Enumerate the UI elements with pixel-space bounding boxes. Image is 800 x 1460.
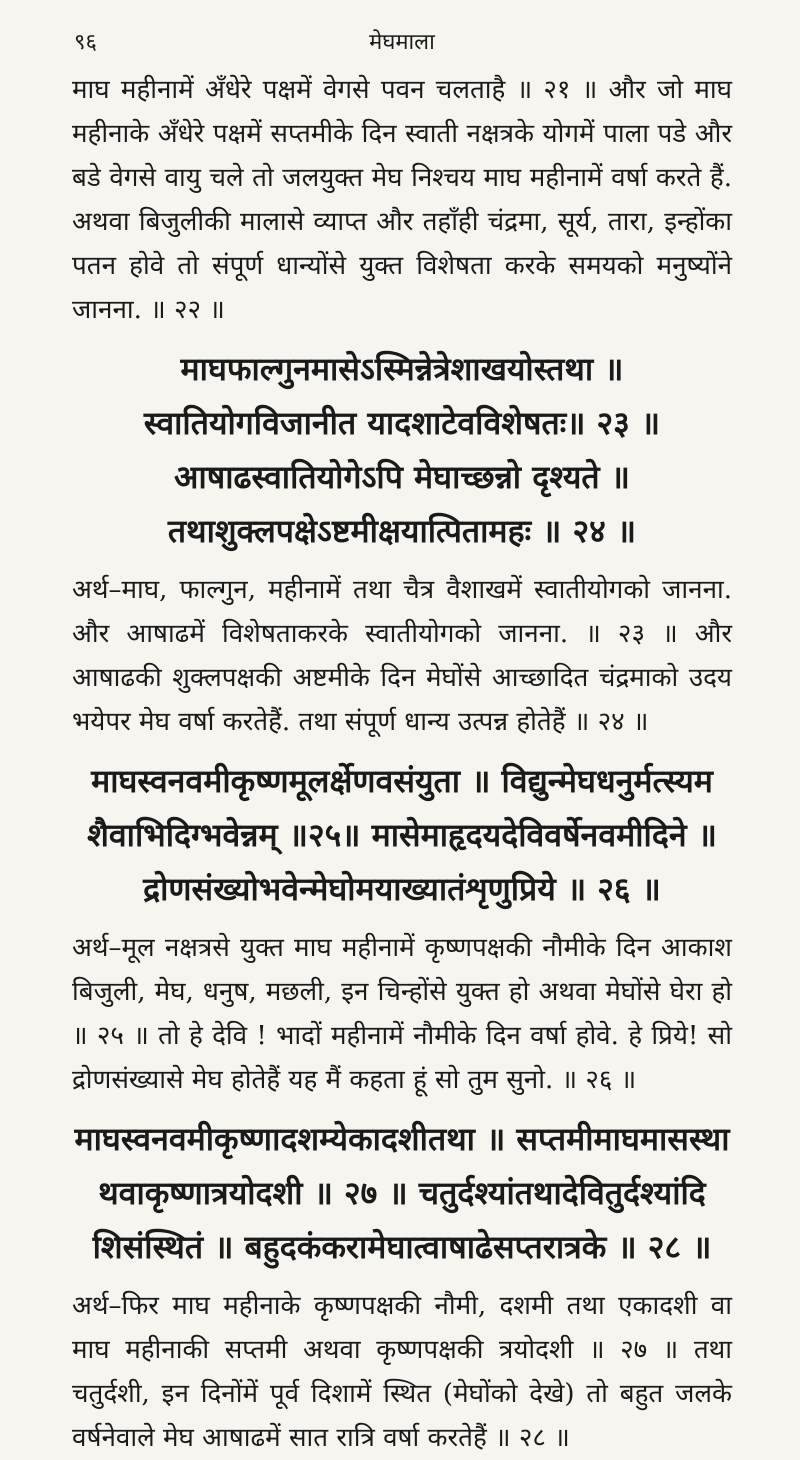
- prose-paragraph: माघ महीनामें अँधेरे पक्षमें वेगसे पवन चलताहै ॥ २१ ॥ और जो माघ महीनाके अँधेरे पक्षमें सप्तमीके दिन स्वाती नक्षत्रके योगमें पाला पडे और बडे वेगसे वायु चले तो जलयुक्त मेघ निश्चय माघ महीनामें वर्षा करते हैं. अथवा बिजुलीकी मालासे व्याप्त और तहाँही चंद्रमा, सूर्य, तारा, इन्होंका पतन होवे तो संपूर्ण धान्योंसे युक्त विशेषता करके समयको मनुष्योंने जानना. ॥ २२ ॥: [72, 75, 732, 325]
- prose-paragraph: अर्थ–मूल नक्षत्रसे युक्त माघ महीनामें कृष्णपक्षकी नौमीके दिन आकाश बिजुली, मेघ, धनुष, मछली, इन चिन्होंसे युक्त हो अथवा मेघोंसे घेरा हो ॥ २५ ॥ तो हे देवि ! भादों महीनामें नौमीके दिन वर्षा होवे. हे प्रिये! सो द्रोणसंख्यासे मेघ होतेहैं यह मैं कहता हूं सो तुम सुनो. ॥ २६ ॥: [72, 933, 732, 1095]
- page-header: [72, 22, 732, 58]
- running-title: मेघमाला: [369, 30, 435, 55]
- page-number: ९६: [74, 30, 97, 55]
- verse-block: माघफाल्गुनमासेऽस्मिन्नेत्रेशाखयोस्तथा ॥ स्वातियोगविजानीत यादशाटेवविशेषतः॥ २३ ॥ आषाढस्वातियोगेऽपि मेघाच्छन्नो दृश्यते ॥ तथाशुक्लपक्षेऽष्टमीक्षयात्पितामहः ॥ २४ ॥: [143, 350, 661, 550]
- prose-paragraph: अर्थ–माघ, फाल्गुन, महीनामें तथा चैत्र वैशाखमें स्वातीयोगको जानना. और आषाढमें विशेषताकरके स्वातीयोगको जानना. ॥ २३ ॥ और आषाढकी शुक्लपक्षकी अष्टमीके दिन मेघोंसे आच्छादित चंद्रमाको उदय भयेपर मेघ वर्षा करतेहैं. तथा संपूर्ण धान्य उत्पन्न होतेहैं ॥ २४ ॥: [72, 575, 732, 737]
- verse-block: माघस्वनवमीकृष्णमूलर्क्षेणवसंयुता ॥ विद्युन्मेघधनुर्मत्स्यम शैवाभिदिग्भवेन्नम् ॥२५॥ मासेमाहृदयदेविवर्षेनवमीदिने ॥ द्रोणसंख्योभवेन्मेघोमयाख्यातंशृणुप्रिये ॥ २६ ॥: [87, 762, 717, 908]
- prose-paragraph: अर्थ–फिर माघ महीनाके कृष्णपक्षकी नौमी, दशमी तथा एकादशी वा माघ महीनाकी सप्तमी अथवा कृष्णपक्षकी त्रयोदशी ॥ २७ ॥ तथा चतुर्दशी, इन दिनोंमें पूर्व दिशामें स्थित (मेघोंको देखे) तो बहुत जलके वर्षनेवाले मेघ आषाढमें सात रात्रि वर्षा करतेहैं ॥ २८ ॥: [72, 1291, 732, 1453]
- verse-block: माघस्वनवमीकृष्णादशम्येकादशीतथा ॥ सप्तमीमाघमासस्था थवाकृष्णात्रयोदशी ॥ २७ ॥ चतुर्दश्यांतथादेवितुर्दश्यांदि शिसंस्थितं ॥ बहुदकंकरामेघात्वाषाढेसप्तरात्रके ॥ २८ ॥: [74, 1120, 730, 1266]
